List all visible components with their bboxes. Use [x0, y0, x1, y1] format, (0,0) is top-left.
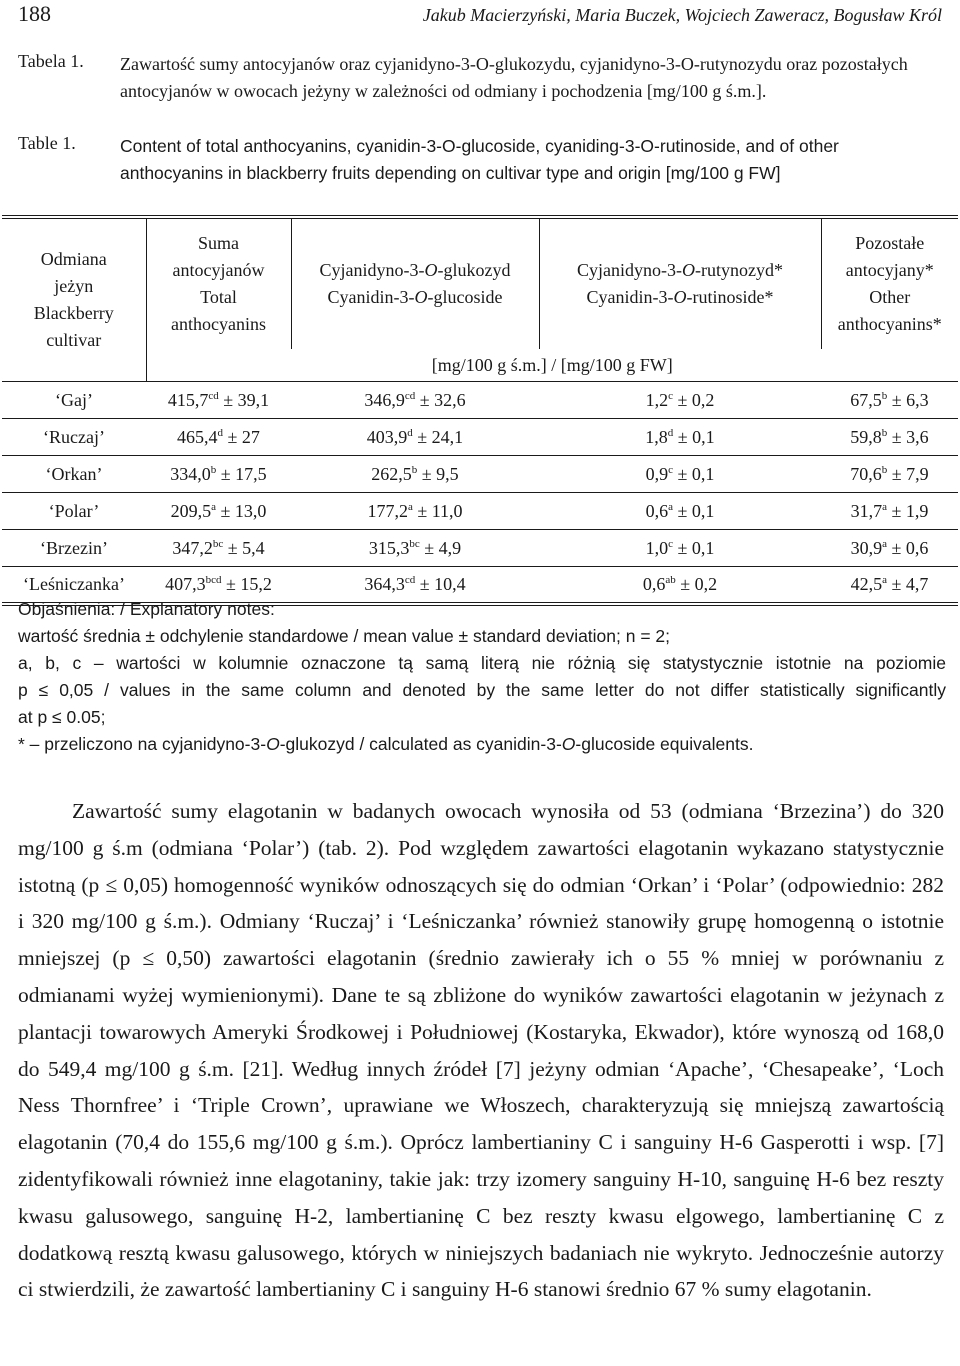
value-cell: 403,9$^d$ ± 24,1 — [291, 419, 539, 456]
value-cell: 70,6$^b$ ± 7,9 — [821, 456, 958, 493]
value-cell: 262,5$^b$ ± 9,5 — [291, 456, 539, 493]
value-cell: 347,2$^{bc}$ ± 5,4 — [146, 530, 291, 567]
value-cell: 1,8$^d$ ± 0,1 — [539, 419, 821, 456]
value-cell: 31,7$^a$ ± 1,9 — [821, 493, 958, 530]
table-row — [2, 382, 958, 419]
col-header-other: Pozostałe antocyjany* Other anthocyanins* — [837, 233, 942, 334]
value-cell: 0,9$^c$ ± 0,1 — [539, 456, 821, 493]
note-letters-en: p ≤ 0,05 / values in the same column and denoted by the same letter do not differ statistically significantly — [18, 680, 946, 700]
value-cell: 364,3$^{cd}$ ± 10,4 — [291, 567, 539, 604]
col-header-total: Suma antocyjanów Total anthocyanins — [146, 217, 291, 349]
cultivar-cell: ‘Brzezin’ — [2, 530, 146, 567]
col-header-cultivar: Odmiana jeżyn Blackberry cultivar — [2, 217, 146, 382]
value-cell: 209,5$^a$ ± 13,0 — [146, 493, 291, 530]
value-cell: 59,8$^b$ ± 3,6 — [821, 419, 958, 456]
table-row — [2, 493, 958, 530]
note-letters-pl: a, b, c – wartości w kolumnie oznaczone tą samą literą nie różnią się statystycznie istotnie na poziomie — [18, 653, 946, 673]
caption-label-en: Table 1. — [18, 133, 76, 153]
value-cell: 0,6$^a$ ± 0,1 — [539, 493, 821, 530]
body-text — [18, 793, 944, 1308]
value-cell: 315,3$^{bc}$ ± 4,9 — [291, 530, 539, 567]
running-head-authors: Jakub Macierzyński, Maria Buczek, Wojciech Zaweracz, Bogusław Król — [422, 5, 942, 25]
col-header-glucoside: Cyjanidyno-3-O-glukozyd Cyanidin-3-O-glucoside — [291, 217, 539, 349]
cultivar-cell: ‘Ruczaj’ — [2, 419, 146, 456]
note-significance: at p ≤ 0.05; — [18, 707, 106, 727]
value-cell: 415,7$^{cd}$ ± 39,1 — [146, 382, 291, 419]
col-header-rutinoside: Cyjanidyno-3-O-rutynozyd* Cyanidin-3-O-rutinoside* — [539, 217, 821, 349]
value-cell: 0,6$^{ab}$ ± 0,2 — [539, 567, 821, 604]
page-number: 188 — [18, 1, 51, 26]
cultivar-cell: ‘Leśniczanka’ — [2, 567, 146, 604]
note-mean-sd: wartość średnia ± odchylenie standardowe / mean value ± standard deviation; n = 2; — [18, 626, 671, 646]
cultivar-cell: ‘Polar’ — [2, 493, 146, 530]
value-cell: 30,9$^a$ ± 0,6 — [821, 530, 958, 567]
page-header — [18, 0, 942, 36]
value-cell: 1,2$^c$ ± 0,2 — [539, 382, 821, 419]
caption-text-en: Content of total anthocyanins, cyanidin-3-O-glucoside, cyaniding-3-O-rutinoside, and of other anthocyanins in blackberry fruits depending on cultivar type and origin [mg/100 g FW] — [120, 136, 839, 183]
value-cell: 334,0$^b$ ± 17,5 — [146, 456, 291, 493]
value-cell: 67,5$^b$ ± 6,3 — [821, 382, 958, 419]
unit-row: [mg/100 g ś.m.] / [mg/100 g FW] — [431, 355, 673, 375]
body-paragraph: Zawartość sumy elagotanin w badanych owocach wynosiła od 53 (odmiana ‘Brzezina’) do 320 mg/100 g ś.m (odmiana ‘Polar’) (tab. 2). Pod względem zawartości elagotanin wykazano statystycznie istotną (p ≤ 0,05) homogenność wyników odnoszących się do odmian ‘Orkan’ i ‘Polar’ (odpowiednio: 282 i 320 mg/100 g ś.m.). Odmiany ‘Ruczaj’ i ‘Leśniczanka’ również stanowiły grupę homogenną o istotnie mniejszej (p ≤ 0,50) zawartości elagotanin (średnio zawierały ich o 55 % mniej w porównaniu z odmianami wyżej wymienionymi). Dane te są zbliżone do wyników zawartości elagotanin w jeżynach z plantacji towarowych Ameryki Środkowej i Południowej (Kostaryka, Ekwador), które wynoszą od 168,0 do 549,4 mg/100 g ś.m. [21]. Według innych źródeł [7] jeżyny odmian ‘Apache’, ‘Chesapeake’, ‘Loch Ness Thornfree’ i ‘Triple Crown’, uprawiane we Włoszech, charakteryzują się mniejszą zawartością elagotanin (70,4 do 155,6 mg/100 g ś.m.). Oprócz lambertianiny C i sanguiny H-6 Gasperotti i wsp. [7] zidentyfikowali również inne elagotaniny, takie jak: trzy izomery sanguiny H-10, sanguinę H-6 bez reszty kwasu galusowego, sanguinę H-2, lambertianinę C bez reszty kwasu elgowego, lambertianinę C z dodatkową resztą kwasu galusowego, których w niniejszych badaniach nie wykryto. Jednocześnie autorzy ci stwierdzili, że zawartość lambertianiny C i sanguiny H-6 stanowi średnio 67 % sumy elagotanin. — [18, 799, 944, 1302]
value-cell: 465,4$^d$ ± 27 — [146, 419, 291, 456]
cultivar-cell: ‘Orkan’ — [2, 456, 146, 493]
anthocyanin-table — [2, 215, 958, 606]
table-row — [2, 456, 958, 493]
value-cell: 177,2$^a$ ± 11,0 — [291, 493, 539, 530]
caption-text-pl: Zawartość sumy antocyjanów oraz cyjanidyno-3-O-glukozydu, cyjanidyno-3-O-rutynozydu oraz pozostałych antocyjanów w owocach jeżyny w zależności od odmiany i pochodzenia [mg/100 g ś.m.]. — [120, 54, 908, 101]
value-cell: 407,3$^{bcd}$ ± 15,2 — [146, 567, 291, 604]
table-row — [2, 530, 958, 567]
value-cell: 42,5$^a$ ± 4,7 — [821, 567, 958, 604]
notes-heading: Objaśnienia: / Explanatory notes: — [18, 599, 275, 619]
table-row — [2, 419, 958, 456]
table-caption-english — [18, 133, 942, 187]
table-notes — [18, 596, 946, 758]
table-caption-polish — [18, 51, 942, 105]
caption-label-pl: Tabela 1. — [18, 51, 84, 71]
cultivar-cell: ‘Gaj’ — [2, 382, 146, 419]
value-cell: 346,9$^{cd}$ ± 32,6 — [291, 382, 539, 419]
note-equivalents: * – przeliczono na cyjanidyno-3-O-glukozyd / calculated as cyanidin-3-O-glucoside equivalents. — [18, 734, 754, 754]
value-cell: 1,0$^c$ ± 0,1 — [539, 530, 821, 567]
